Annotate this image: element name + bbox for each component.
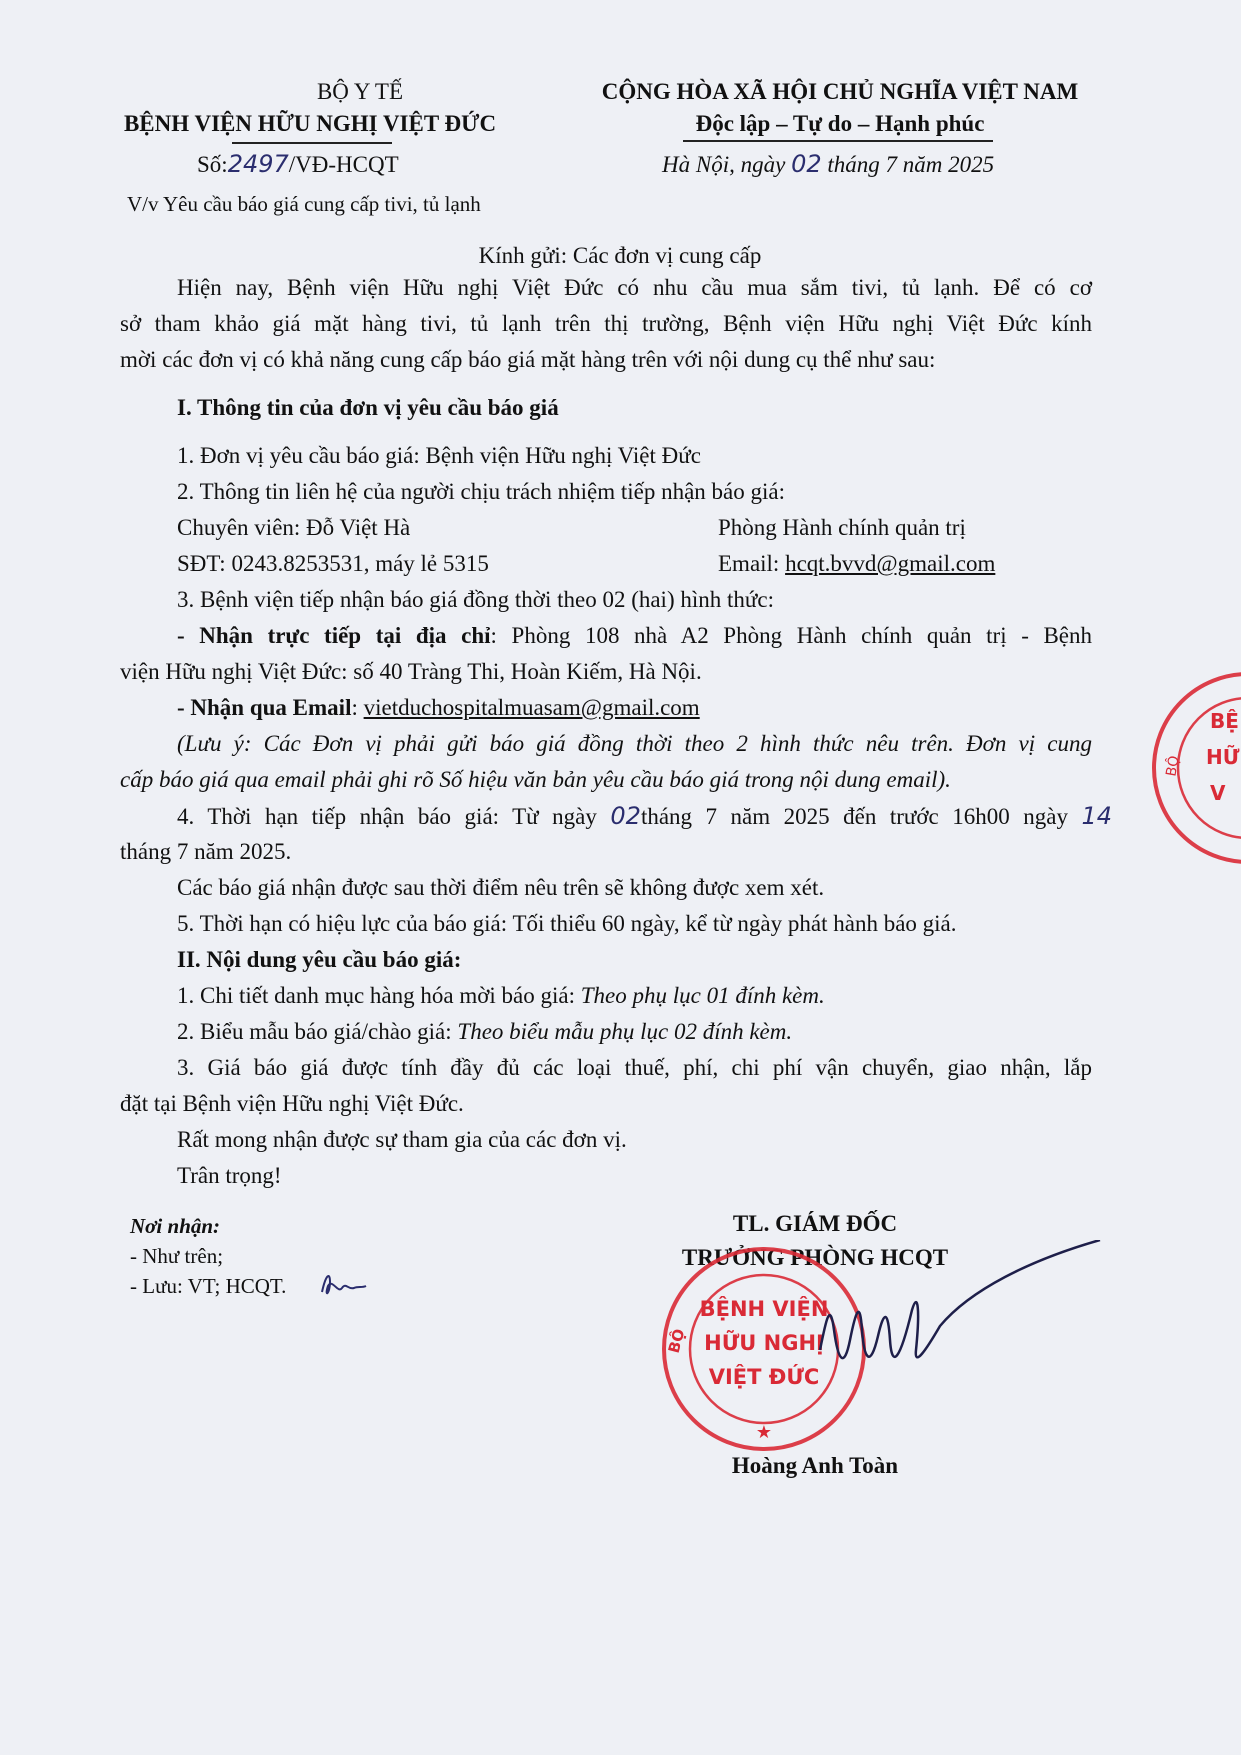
contact-email	[718, 550, 995, 578]
signer-title-1: TL. GIÁM ĐỐC	[732, 1211, 898, 1236]
direct-receipt-text: : Phòng 108 nhà A2 Phòng Hành chính quản trị - Bệnh	[490, 623, 1093, 648]
email-receipt-sep: :	[351, 695, 364, 720]
item-4-start: 4. Thời hạn tiếp nhận báo giá: Từ ngày	[177, 804, 597, 829]
signer-name: Hoàng Anh Toàn	[731, 1453, 899, 1478]
direct-receipt-label: - Nhận trực tiếp tại địa chỉ	[177, 623, 491, 648]
section-2-item-1	[177, 982, 825, 1010]
item-4-day-start-handwritten: 02	[610, 802, 641, 830]
svg-text:BỘ: BỘ	[1163, 754, 1183, 778]
svg-text:BỆ: BỆ	[1210, 709, 1239, 733]
section-1-item-5: 5. Thời hạn có hiệu lực của báo giá: Tối thiểu 60 ngày, kể từ ngày phát hành báo giá.	[177, 911, 957, 936]
email-receipt-link[interactable]: vietduchospitalmuasam@gmail.com	[363, 695, 700, 720]
closing-remark: Rất mong nhận được sự tham gia của các đơn vị.	[177, 1127, 627, 1152]
note-line-2: cấp báo giá qua email phải ghi rõ Số hiệu văn bản yêu cầu báo giá trong nội dung email).	[120, 767, 951, 792]
edge-stamp	[1148, 668, 1241, 868]
date-day-handwritten: 02	[791, 150, 822, 178]
date-prefix: Hà Nội, ngày	[662, 152, 786, 177]
contact-name: Chuyên viên: Đỗ Việt Hà	[177, 515, 411, 540]
number-label: Số:	[197, 152, 228, 177]
contact-department: Phòng Hành chính quản trị	[718, 515, 966, 540]
stamp-ring-text: BỘ	[664, 1326, 689, 1355]
director-signature	[800, 1240, 1120, 1410]
email-receipt	[177, 694, 700, 722]
hospital-name: BỆNH VIỆN HỮU NGHỊ VIỆT ĐỨC	[123, 111, 497, 136]
greeting: Kính gửi: Các đơn vị cung cấp	[478, 243, 762, 268]
intro-line-3: mời các đơn vị có khả năng cung cấp báo giá mặt hàng trên với nội dung cụ thể như sau:	[120, 347, 936, 372]
section-2-title: II. Nội dung yêu cầu báo giá:	[177, 947, 462, 972]
contact-email-link[interactable]: hcqt.bvvd@gmail.com	[785, 551, 996, 576]
item-4-mid: tháng 7 năm 2025 đến trước 16h00 ngày	[640, 804, 1068, 829]
ministry-name: BỘ Y TẾ	[316, 79, 404, 104]
s2-item-2-text: 2. Biểu mẫu báo giá/chào giá:	[177, 1019, 458, 1044]
country-name: CỘNG HÒA XÃ HỘI CHỦ NGHĨA VIỆT NAM	[601, 79, 1079, 104]
note-line-1: (Lưu ý: Các Đơn vị phải gửi báo giá đồng thời theo 2 hình thức nêu trên. Đơn vị cung	[177, 731, 1092, 756]
signer-title-2: TRƯỞNG PHÒNG HCQT	[681, 1245, 949, 1270]
section-1-item-4-line-2: tháng 7 năm 2025.	[120, 839, 292, 864]
intro-line-2: sở tham khảo giá mặt hàng tivi, tủ lạnh trên thị trường, Bệnh viện Hữu nghị Việt Đức kính	[120, 311, 1092, 336]
section-2-item-2	[177, 1018, 792, 1046]
section-2-item-3-line-2: đặt tại Bệnh viện Hữu nghị Việt Đức.	[120, 1091, 464, 1116]
late-quote-notice: Các báo giá nhận được sau thời điểm nêu trên sẽ không được xem xét.	[177, 875, 825, 900]
recipient-2: - Lưu: VT; HCQT.	[130, 1274, 287, 1298]
section-1-title: I. Thông tin của đơn vị yêu cầu báo giá	[177, 395, 559, 420]
recipient-1: - Như trên;	[130, 1244, 224, 1268]
section-1-item-3: 3. Bệnh viện tiếp nhận báo giá đồng thời theo 02 (hai) hình thức:	[177, 587, 774, 612]
document-subject: V/v Yêu cầu báo giá cung cấp tivi, tủ lạnh	[127, 192, 481, 216]
svg-text:HỮ: HỮ	[1206, 745, 1240, 769]
direct-receipt-line-1	[177, 622, 1092, 650]
intro-line-1: Hiện nay, Bệnh viện Hữu nghị Việt Đức có nhu cầu mua sắm tivi, tủ lạnh. Để có cơ	[177, 275, 1092, 300]
stamp-line-2: HỮU NGHỊ	[704, 1331, 824, 1355]
edge-stamp-circle	[1148, 668, 1241, 868]
motto-underline	[683, 140, 993, 142]
direct-receipt-line-2: viện Hữu nghị Việt Đức: số 40 Tràng Thi, Hoàn Kiếm, Hà Nội.	[120, 659, 702, 684]
hospital-underline	[232, 142, 392, 144]
s2-item-1-ref: Theo phụ lục 01 đính kèm.	[580, 983, 825, 1008]
section-1-item-1: 1. Đơn vị yêu cầu báo giá: Bệnh viện Hữu nghị Việt Đức	[177, 443, 701, 468]
document-number	[197, 150, 399, 179]
number-suffix: /VĐ-HCQT	[288, 152, 399, 177]
initials-mark	[318, 1268, 368, 1302]
s2-item-2-ref: Theo biểu mẫu phụ lục 02 đính kèm.	[457, 1019, 793, 1044]
item-4-day-end-handwritten: 14	[1081, 802, 1113, 830]
section-1-item-2: 2. Thông tin liên hệ của người chịu trách nhiệm tiếp nhận báo giá:	[177, 479, 785, 504]
contact-email-label: Email:	[718, 551, 786, 576]
document-date	[662, 150, 994, 179]
recipients-title: Nơi nhận:	[130, 1214, 221, 1238]
svg-text:★: ★	[755, 1422, 773, 1443]
stamp-line-3: VIỆT ĐỨC	[708, 1365, 820, 1389]
national-motto: Độc lập – Tự do – Hạnh phúc	[695, 111, 985, 136]
svg-text:V: V	[1210, 781, 1226, 805]
contact-phone: SĐT: 0243.8253531, máy lẻ 5315	[177, 551, 489, 576]
section-1-item-4-line-1	[177, 802, 1112, 831]
closing-regards: Trân trọng!	[177, 1163, 282, 1188]
stamp-line-1: BỆNH VIỆN	[699, 1297, 829, 1321]
date-suffix: tháng 7 năm 2025	[827, 152, 995, 177]
s2-item-1-text: 1. Chi tiết danh mục hàng hóa mời báo giá:	[177, 983, 581, 1008]
section-2-item-3-line-1: 3. Giá báo giá được tính đầy đủ các loại thuế, phí, chi phí vận chuyển, giao nhận, lắp	[177, 1055, 1092, 1080]
email-receipt-label: - Nhận qua Email	[177, 695, 352, 720]
number-handwritten: 2497	[227, 150, 289, 178]
